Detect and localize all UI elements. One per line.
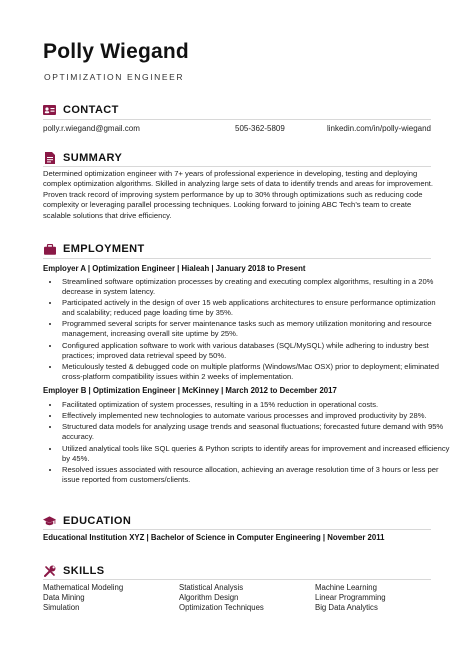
education-section-header xyxy=(43,515,131,527)
employment-divider xyxy=(43,258,431,259)
list-item: • Effectively implemented new technologies to automate various processes and improved productivity by 28%. xyxy=(60,411,450,421)
list-item: • Facilitated optimization of system processes, resulting in a 15% reduction in operational costs. xyxy=(60,400,450,410)
skills-heading: SKILLS xyxy=(63,565,105,577)
document-icon xyxy=(43,153,56,164)
list-item: • Meticulously tested & debugged code on multiple platforms (Windows/Mac OSX) prior to deployment; eliminated cross-platform compatibility issues within 2 weeks of implementation. xyxy=(60,362,450,382)
linkedin-link[interactable]: linkedin.com/in/polly-wiegand xyxy=(326,124,431,133)
skills-section-header xyxy=(43,565,105,577)
skill-item: Mathematical Modeling xyxy=(43,583,124,592)
education-heading: EDUCATION xyxy=(63,515,132,527)
summary-text: Determined optimization engineer with 7+ years of professional experience in developing, testing and deploying complex optimization algorithms. Skilled in analyzing large sets of data to identify trends and areas for improvement. Proven track record of improving system performance by up to 30% through optimizations such as reducing code complexity or leveraging parallel processing techniques. Looking forward to joining ABC Tech’s team to create scalable solutions that drive efficiency. xyxy=(43,169,434,220)
tools-icon xyxy=(43,566,56,577)
education-entry: Educational Institution XYZ | Bachelor of Science in Computer Engineering | November 2011 xyxy=(43,533,385,542)
contact-section-header xyxy=(43,104,119,116)
skill-item: Machine Learning xyxy=(315,583,377,592)
list-item: • Programmed several scripts for server maintenance tasks such as memory utilization monitoring and resource management, increasing overall site uptime by 25%. xyxy=(60,319,450,339)
job-bullets xyxy=(43,400,450,486)
skills-divider xyxy=(43,579,431,580)
list-item: • Streamlined software optimization processes by creating and executing complex algorithms, resulting in a 20% decrease in system latency. xyxy=(60,277,450,297)
job-title: OPTIMIZATION ENGINEER xyxy=(44,72,185,82)
contact-card-icon xyxy=(43,105,56,116)
summary-divider xyxy=(43,166,431,167)
skill-item: Optimization Techniques xyxy=(179,603,264,613)
list-item: • Utilized analytical tools like SQL queries & Python scripts to identify areas for improvement and increased efficiency by 45%. xyxy=(60,444,450,464)
skill-item: Linear Programming xyxy=(315,593,386,603)
email-link[interactable]: polly.r.wiegand@gmail.com xyxy=(43,124,140,133)
employment-section-header xyxy=(43,243,145,255)
job-header: Employer A | Optimization Engineer | Hialeah | January 2018 to Present xyxy=(43,264,306,273)
education-divider xyxy=(43,529,431,530)
job-header: Employer B | Optimization Engineer | McKinney | March 2012 to December 2017 xyxy=(43,386,337,395)
skills-column xyxy=(179,583,264,614)
list-item: • Resolved issues associated with resource allocation, achieving an average resolution time of 3 hours or less per issue reported from customers/clients. xyxy=(60,465,450,485)
skill-item: Algorithm Design xyxy=(179,593,239,603)
summary-heading: SUMMARY xyxy=(63,152,123,164)
phone-number: 505-362-5809 xyxy=(235,124,285,133)
job-bullets xyxy=(43,277,450,383)
candidate-name: Polly Wiegand xyxy=(43,40,189,63)
briefcase-icon xyxy=(43,244,56,255)
graduation-cap-icon xyxy=(43,516,56,527)
skill-item: Big Data Analytics xyxy=(315,603,378,613)
skills-column xyxy=(43,583,123,614)
skills-column xyxy=(315,583,386,614)
list-item: • Participated actively in the design of over 15 web applications architectures to ensure performance optimization and scalability; reduced page loading time by 35%. xyxy=(60,298,450,318)
skill-item: Statistical Analysis xyxy=(179,583,244,592)
list-item: • Structured data models for analyzing usage trends and seasonal fluctuations; forecasted future demand with 95% accuracy. xyxy=(60,422,450,442)
contact-heading: CONTACT xyxy=(63,104,119,116)
employment-heading: EMPLOYMENT xyxy=(63,243,145,255)
skill-item: Data Mining xyxy=(43,593,85,603)
contact-divider xyxy=(43,119,431,120)
skill-item: Simulation xyxy=(43,603,80,613)
summary-section-header xyxy=(43,152,122,164)
list-item: • Configured application software to work with various databases (SQL/MySQL) while adhering to industry best practices; improved data retrieval speed by 50%. xyxy=(60,341,450,361)
